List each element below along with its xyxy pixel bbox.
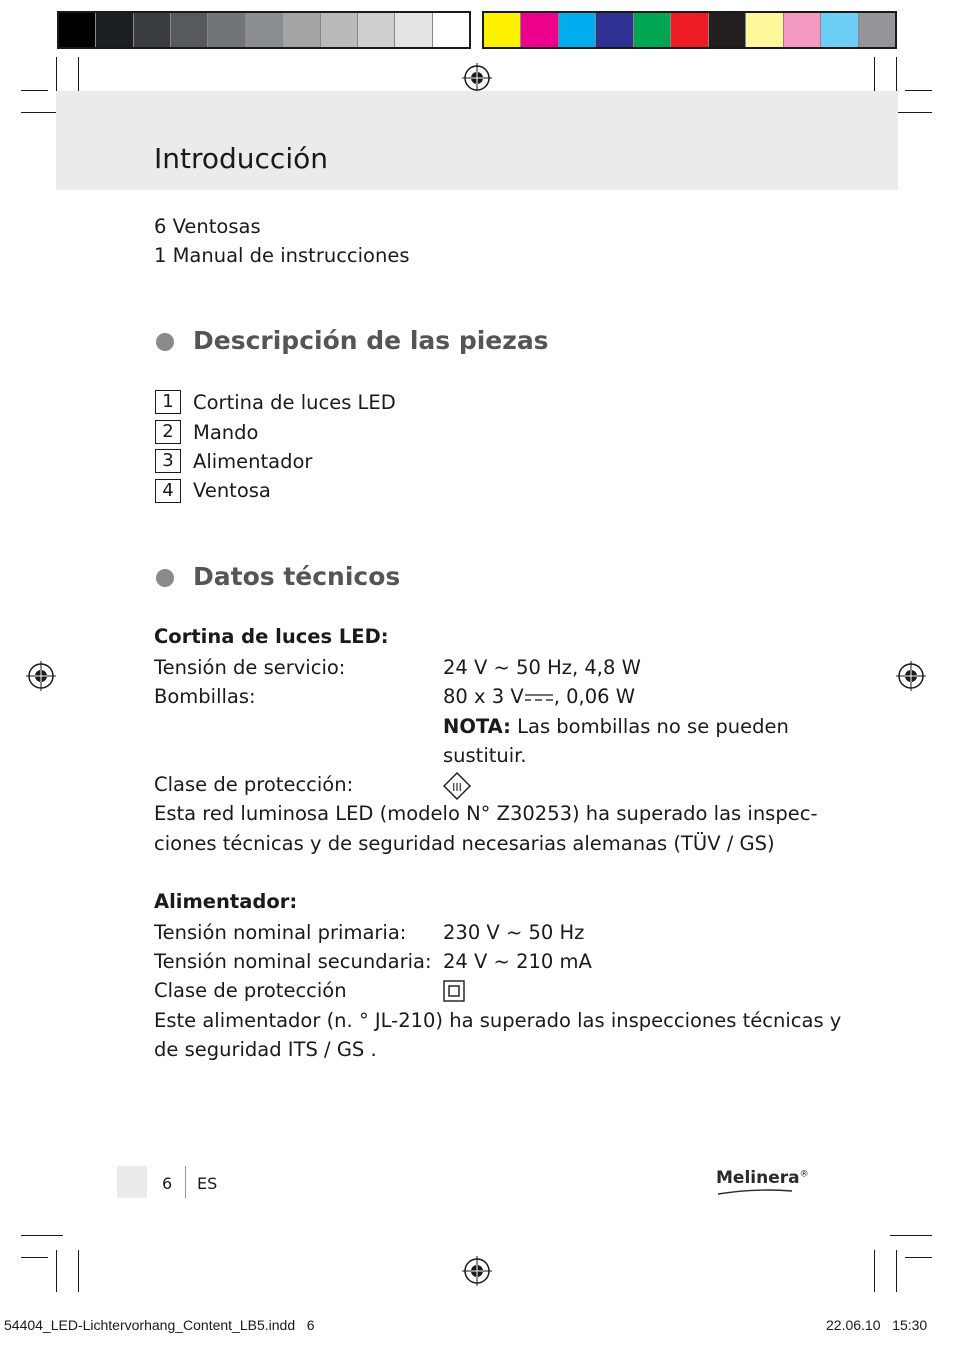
parts-heading: Descripción de las piezas xyxy=(193,326,549,355)
crop-mark xyxy=(905,90,932,91)
dc-symbol-icon xyxy=(524,691,554,705)
header-band xyxy=(56,91,898,190)
color-swatch xyxy=(521,13,558,47)
intro-line: 6 Ventosas xyxy=(154,215,261,238)
grayscale-color-bar xyxy=(57,11,471,49)
primary-label: Tensión nominal primaria: xyxy=(154,921,407,944)
section-bullet-icon xyxy=(156,333,174,351)
part-number: 4 xyxy=(155,479,181,503)
adapter-protection-label: Clase de protección xyxy=(154,979,347,1002)
note-text: Las bombillas no se pueden xyxy=(510,715,789,738)
adapter-paragraph: de seguridad ITS / GS . xyxy=(154,1038,377,1061)
part-label: Alimentador xyxy=(193,450,313,473)
adapter-subheading: Alimentador: xyxy=(154,890,298,913)
crop-mark xyxy=(56,1250,57,1292)
color-swatch xyxy=(358,13,395,47)
bulbs-label: Bombillas: xyxy=(154,685,256,708)
crop-mark xyxy=(905,1257,932,1258)
part-label: Mando xyxy=(193,421,259,444)
bulbs-power: , 0,06 W xyxy=(553,685,635,708)
protection-label: Clase de protección: xyxy=(154,773,354,796)
part-number: 3 xyxy=(155,449,181,473)
brand-swoosh-icon xyxy=(716,1188,794,1196)
process-color-bar xyxy=(482,11,897,49)
color-swatch xyxy=(208,13,245,47)
crop-mark xyxy=(21,1235,63,1236)
color-swatch xyxy=(746,13,783,47)
page-title: Introducción xyxy=(154,142,328,175)
color-swatch xyxy=(784,13,821,47)
footer-tab xyxy=(117,1166,147,1198)
slug-datetime: 22.06.10 15:30 xyxy=(826,1317,928,1333)
color-swatch xyxy=(59,13,96,47)
secondary-value: 24 V ~ 210 mA xyxy=(443,950,592,973)
note-label: NOTA: xyxy=(443,715,511,738)
protection-class-iii-icon xyxy=(443,772,471,800)
color-swatch xyxy=(171,13,208,47)
color-swatch xyxy=(821,13,858,47)
color-swatch xyxy=(283,13,320,47)
part-label: Ventosa xyxy=(193,479,271,502)
crop-mark xyxy=(78,1250,79,1292)
part-label: Cortina de luces LED xyxy=(193,391,396,414)
color-swatch xyxy=(859,13,895,47)
registration-mark-icon xyxy=(462,63,492,93)
crop-mark xyxy=(896,1250,897,1292)
color-swatch xyxy=(634,13,671,47)
voltage-value: 24 V ~ 50 Hz, 4,8 W xyxy=(443,656,641,679)
color-swatch xyxy=(671,13,708,47)
color-swatch xyxy=(96,13,133,47)
note-text-continued: sustituir. xyxy=(443,744,527,767)
crop-mark xyxy=(890,1235,932,1236)
part-number: 1 xyxy=(155,390,181,414)
registration-mark-icon xyxy=(462,1256,492,1286)
primary-value: 230 V ~ 50 Hz xyxy=(443,921,585,944)
color-swatch xyxy=(134,13,171,47)
color-swatch xyxy=(709,13,746,47)
adapter-paragraph: Este alimentador (n. ° JL-210) ha superado las inspecciones técnicas y xyxy=(154,1009,842,1032)
curtain-paragraph: ciones técnicas y de seguridad necesarias alemanas (TÜV / GS) xyxy=(154,832,775,855)
bulbs-voltage: 80 x 3 V xyxy=(443,685,524,708)
color-swatch xyxy=(321,13,358,47)
part-number: 2 xyxy=(155,420,181,444)
voltage-label: Tensión de servicio: xyxy=(154,656,346,679)
crop-mark xyxy=(21,1257,48,1258)
color-swatch xyxy=(395,13,432,47)
language-code: ES xyxy=(197,1174,218,1193)
color-swatch xyxy=(246,13,283,47)
brand-name: Melinera xyxy=(716,1168,800,1188)
curtain-subheading: Cortina de luces LED: xyxy=(154,625,389,648)
svg-text:III: III xyxy=(452,781,462,794)
page-number: 6 xyxy=(162,1174,173,1193)
color-swatch xyxy=(433,13,469,47)
crop-mark xyxy=(21,90,48,91)
curtain-paragraph: Esta red luminosa LED (modelo N° Z30253) ha superado las inspec- xyxy=(154,802,818,825)
intro-line: 1 Manual de instrucciones xyxy=(154,244,410,267)
footer-divider xyxy=(185,1166,186,1198)
protection-class-ii-icon xyxy=(443,980,465,1002)
note xyxy=(443,715,789,739)
slug-filename: 54404_LED-Lichtervorhang_Content_LB5.indd 6 xyxy=(4,1317,315,1333)
color-swatch xyxy=(484,13,521,47)
brand-logo xyxy=(716,1168,809,1196)
brand-registered: ® xyxy=(799,1169,809,1180)
crop-mark xyxy=(874,1250,875,1292)
bulbs-value xyxy=(443,685,635,709)
color-swatch xyxy=(596,13,633,47)
registration-mark-icon xyxy=(26,661,56,691)
secondary-label: Tensión nominal secundaria: xyxy=(154,950,432,973)
section-bullet-icon xyxy=(156,569,174,587)
tech-heading: Datos técnicos xyxy=(193,562,401,591)
color-swatch xyxy=(559,13,596,47)
registration-mark-icon xyxy=(896,661,926,691)
